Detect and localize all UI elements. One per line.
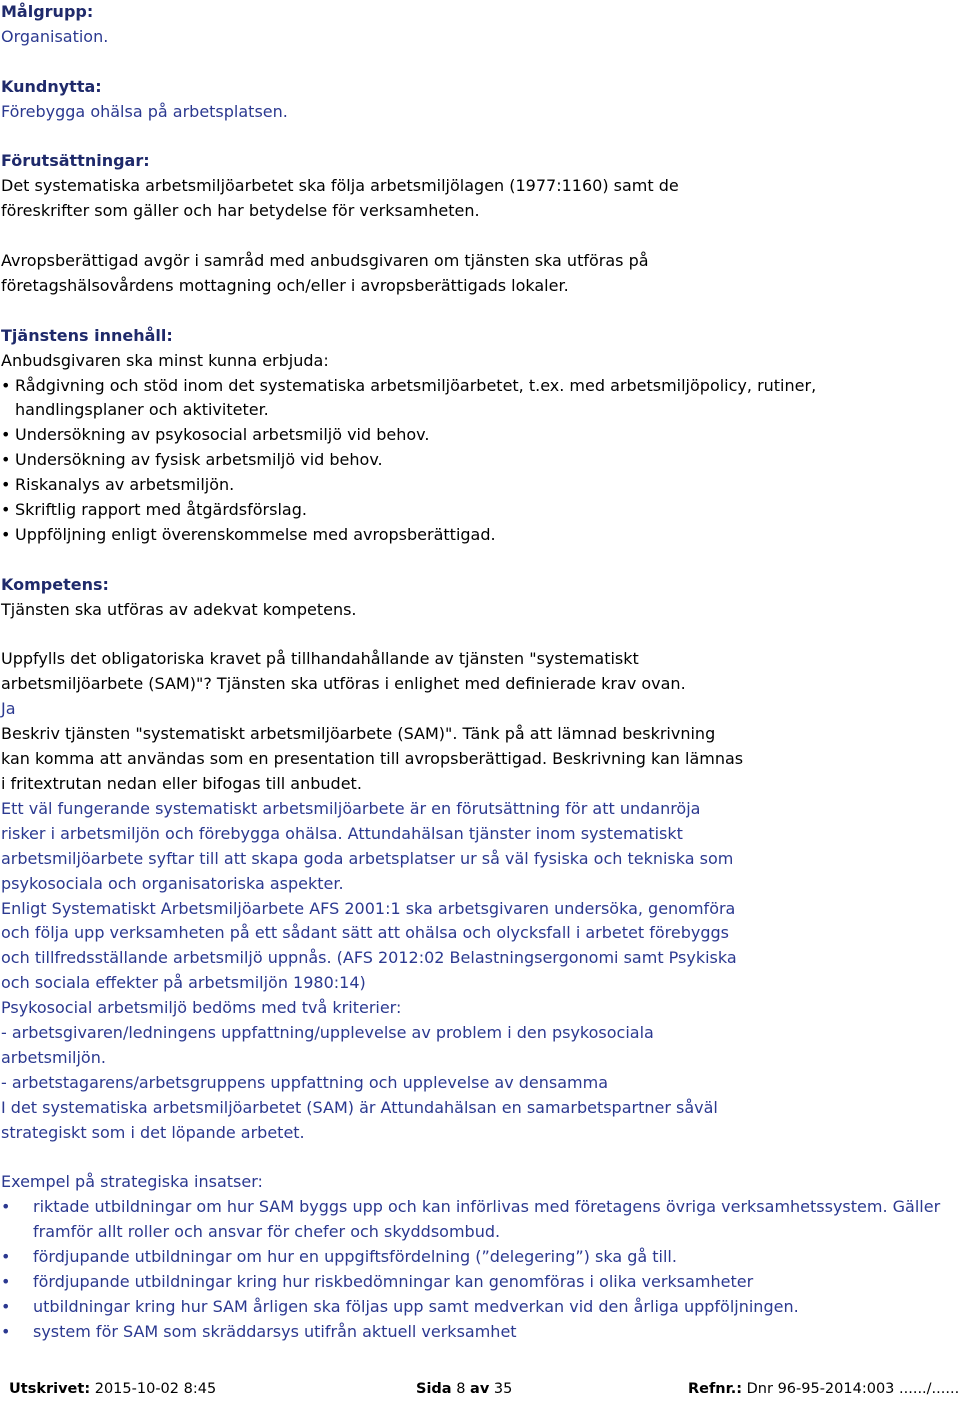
answer-text-block	[1, 797, 941, 1345]
list-item: • riktade utbildningar om hur SAM byggs upp och kan införlivas med företagens övriga verksamhetssystem. Gäller framför allt roller och ansvar för chefer och skyddsombud.	[1, 1195, 941, 1245]
page-label: Sida	[416, 1381, 452, 1397]
answer-line: risker i arbetsmiljön och förebygga ohälsa. Attundahälsan tjänster inom systematiskt	[1, 823, 683, 843]
kompetens-text: Tjänsten ska utföras av adekvat kompetens.	[1, 599, 357, 619]
innehall-list	[1, 374, 941, 548]
answer-line: och sociala effekter på arbetsmiljön 1980:14)	[1, 973, 366, 993]
page-footer	[9, 1379, 959, 1399]
list-item: • system för SAM som skräddarsys utifrån aktuell verksamhet	[1, 1320, 941, 1345]
page-number	[416, 1379, 512, 1399]
page-of-label: av	[470, 1381, 490, 1397]
page-current: 8	[456, 1381, 466, 1397]
answer-line: - arbetsgivaren/ledningens uppfattning/upplevelse av problem i den psykosociala	[1, 1023, 654, 1043]
section-heading-kundnytta: Kundnytta:	[1, 76, 102, 96]
forutsattningar-para2-line-1: Avropsberättigad avgör i samråd med anbudsgivaren om tjänsten ska utföras på	[1, 251, 649, 271]
answer-line: I det systematiska arbetsmiljöarbetet (SAM) är Attundahälsan en samarbetspartner såväl	[1, 1097, 718, 1117]
list-item: • Undersökning av fysisk arbetsmiljö vid behov.	[1, 448, 941, 473]
forutsattningar-para2-line-2: företagshälsovårdens mottagning och/eller i avropsberättigads lokaler.	[1, 275, 569, 295]
answer-line: strategiskt som i det löpande arbetet.	[1, 1122, 305, 1142]
forutsattningar-line-2: föreskrifter som gäller och har betydelse för verksamheten.	[1, 201, 480, 221]
document-page	[1, 0, 941, 1345]
section-heading-innehall: Tjänstens innehåll:	[1, 325, 173, 345]
answer-value: Ja	[1, 699, 16, 719]
question-line-1: Uppfylls det obligatoriska kravet på tillhandahållande av tjänsten "systematiskt	[1, 649, 639, 669]
answer-line: - arbetstagarens/arbetsgruppens uppfattning och upplevelse av densamma	[1, 1072, 609, 1092]
answer-line: Ett väl fungerande systematiskt arbetsmiljöarbete är en förutsättning för att undanröja	[1, 798, 701, 818]
section-heading-kompetens: Kompetens:	[1, 574, 109, 594]
exempel-heading: Exempel på strategiska insatser:	[1, 1172, 263, 1192]
printed-label: Utskrivet:	[9, 1381, 91, 1397]
section-heading-malgrupp: Målgrupp:	[1, 2, 94, 21]
malgrupp-text: Organisation.	[1, 26, 109, 46]
answer-line: Enligt Systematiskt Arbetsmiljöarbete AFS 2001:1 ska arbetsgivaren undersöka, genomföra	[1, 898, 736, 918]
innehall-intro: Anbudsgivaren ska minst kunna erbjuda:	[1, 350, 329, 370]
question-line-2: arbetsmiljöarbete (SAM)"? Tjänsten ska utföras i enlighet med definierade krav ovan.	[1, 674, 686, 694]
answer-line: psykosociala och organisatoriska aspekter.	[1, 873, 344, 893]
ref-label: Refnr.:	[688, 1381, 743, 1397]
list-item: • Uppföljning enligt överenskommelse med avropsberättigad.	[1, 523, 941, 548]
list-item: • Undersökning av psykosocial arbetsmiljö vid behov.	[1, 423, 941, 448]
answer-line: Psykosocial arbetsmiljö bedöms med två kriterier:	[1, 998, 402, 1018]
list-item: • Skriftlig rapport med åtgärdsförslag.	[1, 498, 941, 523]
ref-value: Dnr 96-95-2014:003 ....../......	[746, 1381, 960, 1397]
list-item: • utbildningar kring hur SAM årligen ska följas upp samt medverkan vid den årliga uppföljningen.	[1, 1295, 941, 1320]
reference-number	[688, 1379, 959, 1399]
instruction-line-3: i fritextrutan nedan eller bifogas till anbudet.	[1, 774, 362, 793]
answer-line: och följa upp verksamheten på ett sådant sätt att ohälsa och olycksfall i arbetet förebyggs	[1, 923, 729, 943]
section-heading-forutsattningar: Förutsättningar:	[1, 151, 150, 171]
kundnytta-text: Förebygga ohälsa på arbetsplatsen.	[1, 101, 288, 121]
answer-line: arbetsmiljöarbete syftar till att skapa goda arbetsplatser ur så väl fysiska och tekniska som	[1, 848, 734, 868]
page-total: 35	[493, 1381, 513, 1397]
printed-value: 2015-10-02 8:45	[94, 1381, 217, 1397]
printed-date	[9, 1379, 216, 1399]
list-item: • Rådgivning och stöd inom det systematiska arbetsmiljöarbetet, t.ex. med arbetsmiljöpolicy, rutiner, handlingsplaner och aktiviteter.	[1, 374, 941, 424]
forutsattningar-line-1: Det systematiska arbetsmiljöarbetet ska följa arbetsmiljölagen (1977:1160) samt de	[1, 176, 679, 196]
list-item: • fördjupande utbildningar om hur en uppgiftsfördelning (”delegering”) ska gå till.	[1, 1245, 941, 1270]
answer-line: och tillfredsställande arbetsmiljö uppnås. (AFS 2012:02 Belastningsergonomi samt Psykiska	[1, 948, 737, 968]
list-item: • Riskanalys av arbetsmiljön.	[1, 473, 941, 498]
instruction-line-1: Beskriv tjänsten "systematiskt arbetsmiljöarbete (SAM)". Tänk på att lämnad beskrivning	[1, 724, 716, 744]
exempel-list	[1, 1195, 941, 1344]
answer-line: arbetsmiljön.	[1, 1047, 106, 1067]
list-item: • fördjupande utbildningar kring hur riskbedömningar kan genomföras i olika verksamheter	[1, 1270, 941, 1295]
instruction-line-2: kan komma att användas som en presentation till avropsberättigad. Beskrivning kan lämnas	[1, 749, 744, 769]
